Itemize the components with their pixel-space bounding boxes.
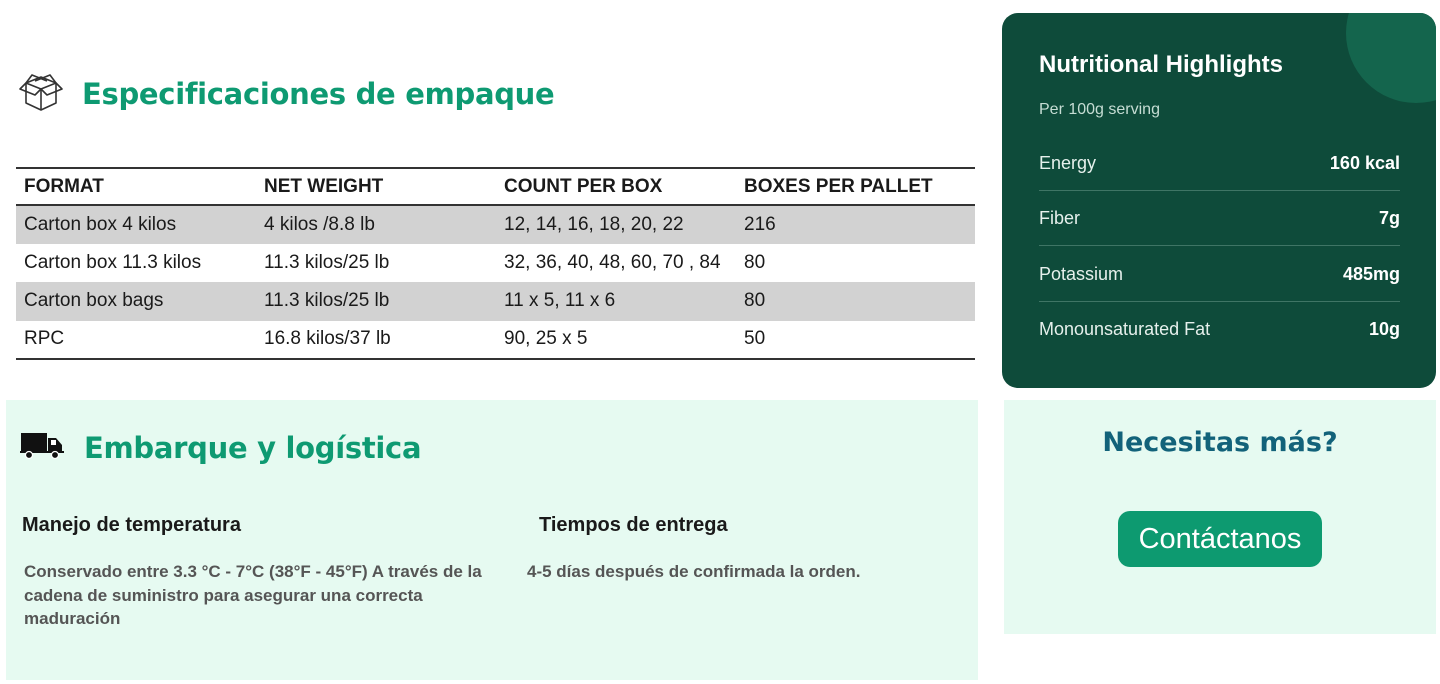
decorative-circle (1346, 13, 1436, 103)
table-cell: 12, 14, 16, 18, 20, 22 (504, 213, 684, 235)
table-cell: Carton box bags (24, 290, 164, 312)
table-cell: 11.3 kilos/25 lb (264, 251, 390, 273)
truck-icon (20, 430, 64, 465)
nutrition-label: Fiber (1039, 207, 1081, 228)
table-row (16, 205, 975, 244)
temperature-text: Conservado entre 3.3 °C - 7°C (38°F - 45°F) A través de la cadena de suministro para asegurar una correcta maduración (24, 562, 482, 628)
table-cell: 11.3 kilos/25 lb (264, 290, 390, 312)
temperature-title: Manejo de temperatura (22, 514, 241, 536)
contact-button[interactable]: Contáctanos (1118, 511, 1322, 567)
box-icon (18, 70, 64, 117)
shipping-header (20, 430, 421, 465)
nutrition-row-fiber (1039, 191, 1400, 246)
delivery-text: 4-5 días después de confirmada la orden. (527, 562, 861, 581)
nutrition-row-monounsaturated-fat (1039, 302, 1400, 357)
nutrition-value: 10g (1368, 319, 1400, 339)
nutrition-value: 485mg (1342, 263, 1400, 284)
nutrition-value: 7g (1378, 207, 1400, 228)
table-cell: 16.8 kilos/37 lb (264, 328, 391, 350)
nutrition-row-potassium (1039, 247, 1400, 302)
packaging-header (18, 70, 554, 117)
nutrition-label: Potassium (1039, 263, 1124, 284)
nutrition-card (1002, 13, 1436, 388)
contact-title: Necesitas más? (1102, 427, 1338, 458)
column-header-count-per-box: COUNT PER BOX (504, 175, 663, 197)
shipping-section (6, 400, 978, 680)
packaging-table (16, 167, 975, 360)
table-cell: 90, 25 x 5 (504, 328, 588, 350)
table-header-row (16, 168, 975, 205)
table-row (16, 244, 975, 283)
contact-card (1004, 400, 1436, 634)
table-cell: 80 (744, 290, 766, 312)
table-cell: 50 (744, 328, 766, 350)
nutrition-value: 160 kcal (1329, 152, 1400, 173)
table-cell: 216 (744, 213, 776, 235)
nutrition-label: Energy (1039, 152, 1097, 173)
nutrition-label: Monounsaturated Fat (1039, 319, 1211, 339)
nutrition-subtitle: Per 100g serving (1039, 101, 1160, 118)
table-cell: 32, 36, 40, 48, 60, 70 , 84 (504, 251, 721, 273)
table-cell: 11 x 5, 11 x 6 (504, 290, 616, 312)
shipping-title: Embarque y logística (84, 430, 422, 465)
packaging-section (0, 0, 990, 395)
column-header-boxes-per-pallet: BOXES PER PALLET (744, 175, 933, 197)
table-cell: 80 (744, 251, 766, 273)
nutrition-title: Nutritional Highlights (1039, 51, 1283, 78)
table-cell: Carton box 4 kilos (24, 213, 177, 235)
nutrition-row-energy (1039, 136, 1400, 191)
column-header-net-weight: NET WEIGHT (264, 175, 384, 197)
table-row (16, 321, 975, 360)
delivery-title: Tiempos de entrega (539, 514, 728, 536)
table-cell: 4 kilos /8.8 lb (264, 213, 375, 235)
table-cell: Carton box 11.3 kilos (24, 251, 202, 273)
packaging-title: Especificaciones de empaque (82, 76, 555, 111)
column-header-format: FORMAT (24, 175, 104, 197)
table-cell: RPC (24, 328, 65, 350)
table-row (16, 282, 975, 321)
